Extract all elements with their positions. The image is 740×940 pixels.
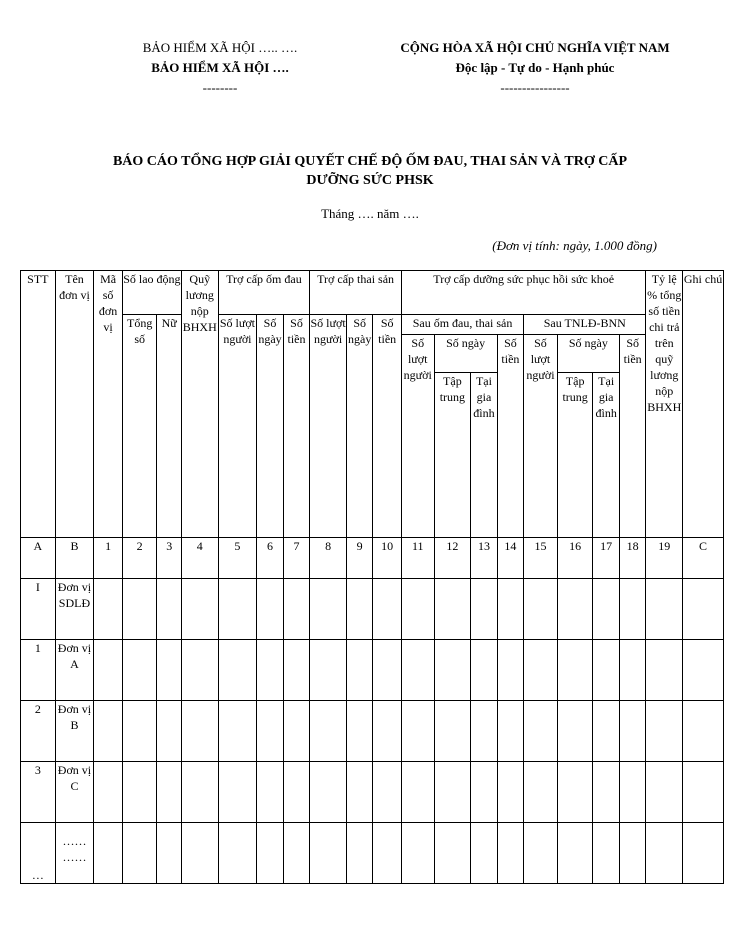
data-cell [257, 762, 283, 823]
data-cell [434, 823, 471, 884]
data-cell [471, 579, 497, 640]
data-cell [157, 579, 181, 640]
col-sick-amount-header: Số tiền [283, 315, 310, 538]
data-cell [157, 762, 181, 823]
data-cell [157, 701, 181, 762]
report-month: Tháng …. năm …. [321, 206, 419, 221]
data-cell [646, 640, 683, 701]
table-row [21, 579, 724, 640]
data-cell [181, 701, 218, 762]
data-cell [593, 701, 619, 762]
data-cell [94, 640, 123, 701]
data-cell [471, 640, 497, 701]
row-stt: 2 [21, 701, 56, 762]
col-sick-persons-header: Số lượt người [218, 315, 257, 538]
data-cell [218, 640, 257, 701]
agency-parent: BẢO HIỂM XÃ HỘI ….. …. [142, 40, 298, 55]
data-cell [683, 701, 724, 762]
colnum-19: 19 [646, 538, 683, 579]
data-cell [471, 762, 497, 823]
colnum-12: 12 [434, 538, 471, 579]
agency-header [100, 38, 340, 98]
data-cell [646, 762, 683, 823]
data-cell [310, 579, 347, 640]
data-cell [646, 579, 683, 640]
data-cell [524, 701, 558, 762]
data-cell [122, 762, 157, 823]
data-cell [218, 762, 257, 823]
data-cell [310, 762, 347, 823]
data-cell [218, 823, 257, 884]
data-cell [257, 823, 283, 884]
data-cell [373, 701, 402, 762]
col-ratio-header: Tỷ lệ % tổng số tiền chi trả trên quỹ lương nộp BHXH [646, 271, 683, 538]
data-cell [94, 701, 123, 762]
report-table [20, 270, 724, 884]
data-cell [471, 823, 497, 884]
row-stt: I [21, 579, 56, 640]
colnum-5: 5 [218, 538, 257, 579]
data-cell [218, 701, 257, 762]
data-cell [557, 762, 593, 823]
row-name: …… …… [55, 823, 94, 884]
data-cell [346, 579, 372, 640]
col-mat-persons-header: Số lượt người [310, 315, 347, 538]
data-cell [346, 640, 372, 701]
colnum-4: 4 [181, 538, 218, 579]
colnum-13: 13 [471, 538, 497, 579]
report-title [60, 152, 680, 190]
data-cell [619, 579, 645, 640]
colnum-6: 6 [257, 538, 283, 579]
data-cell [593, 762, 619, 823]
national-header [370, 38, 700, 98]
data-cell [524, 762, 558, 823]
data-cell [94, 762, 123, 823]
data-cell [401, 640, 434, 701]
colnum-a: A [21, 538, 56, 579]
data-cell [157, 640, 181, 701]
col-rec2-persons-header: Số lượt người [524, 335, 558, 538]
col-recovery-header: Trợ cấp dưỡng sức phục hồi sức khoẻ [401, 271, 645, 315]
data-cell [497, 823, 523, 884]
unit-note: (Đơn vị tính: ngày, 1.000 đồng) [492, 238, 657, 253]
colnum-9: 9 [346, 538, 372, 579]
data-cell [373, 579, 402, 640]
data-cell [593, 640, 619, 701]
col-rec1-days-header: Số ngày [434, 335, 497, 373]
col-name-header: Tên đơn vị [55, 271, 94, 538]
data-cell [683, 823, 724, 884]
col-maternity-header: Trợ cấp thai sản [310, 271, 402, 315]
data-cell [181, 762, 218, 823]
national-divider: ---------------- [500, 80, 570, 95]
col-rec1-amount-header: Số tiền [497, 335, 523, 538]
data-cell [557, 823, 593, 884]
data-cell [683, 640, 724, 701]
data-cell [401, 701, 434, 762]
data-cell [122, 823, 157, 884]
data-cell [181, 579, 218, 640]
data-cell [524, 640, 558, 701]
row-name: Đơn vị C [55, 762, 94, 823]
data-cell [283, 701, 310, 762]
data-cell [373, 823, 402, 884]
data-cell [283, 579, 310, 640]
col-female-header: Nữ [157, 315, 181, 538]
data-cell [257, 701, 283, 762]
colnum-10: 10 [373, 538, 402, 579]
national-motto: Độc lập - Tự do - Hạnh phúc [455, 60, 615, 75]
data-cell [619, 823, 645, 884]
colnum-15: 15 [524, 538, 558, 579]
col-mat-days-header: Số ngày [346, 315, 372, 538]
data-cell [94, 823, 123, 884]
col-total-header: Tổng số [122, 315, 157, 538]
data-cell [497, 579, 523, 640]
data-cell [257, 579, 283, 640]
data-cell [593, 579, 619, 640]
colnum-11: 11 [401, 538, 434, 579]
data-cell [497, 701, 523, 762]
col-wage-fund-header: Quỹ lương nộp BHXH [181, 271, 218, 538]
col-rec2-amount-header: Số tiền [619, 335, 645, 538]
colnum-17: 17 [593, 538, 619, 579]
data-cell [218, 579, 257, 640]
report-title-line2: DƯỠNG SỨC PHSK [306, 173, 434, 188]
data-cell [401, 823, 434, 884]
header-row-2 [21, 315, 724, 335]
data-cell [434, 579, 471, 640]
colnum-14: 14 [497, 538, 523, 579]
table-row [21, 823, 724, 884]
colnum-18: 18 [619, 538, 645, 579]
col-note-header: Ghi chú [683, 271, 724, 538]
colnum-2: 2 [122, 538, 157, 579]
colnum-16: 16 [557, 538, 593, 579]
data-cell [346, 762, 372, 823]
col-sickness-header: Trợ cấp ốm đau [218, 271, 310, 315]
col-after-sickness-header: Sau ốm đau, thai sản [401, 315, 523, 335]
data-cell [646, 701, 683, 762]
data-cell [593, 823, 619, 884]
data-cell [557, 701, 593, 762]
data-cell [283, 640, 310, 701]
colnum-c: C [683, 538, 724, 579]
data-cell [434, 701, 471, 762]
data-cell [181, 823, 218, 884]
col-rec1-persons-header: Số lượt người [401, 335, 434, 538]
table-row [21, 762, 724, 823]
colnum-b: B [55, 538, 94, 579]
report-title-line1: BÁO CÁO TỔNG HỢP GIẢI QUYẾT CHẾ ĐỘ ỐM ĐAU, THAI SẢN VÀ TRỢ CẤP [112, 154, 628, 169]
colnum-3: 3 [157, 538, 181, 579]
data-cell [557, 579, 593, 640]
column-number-row [21, 538, 724, 579]
row-name: Đơn vị A [55, 640, 94, 701]
data-cell [646, 823, 683, 884]
data-cell [310, 640, 347, 701]
data-cell [346, 823, 372, 884]
data-cell [619, 701, 645, 762]
data-cell [683, 762, 724, 823]
row-stt: 1 [21, 640, 56, 701]
col-mat-amount-header: Số tiền [373, 315, 402, 538]
header-row-1 [21, 271, 724, 315]
data-cell [346, 701, 372, 762]
data-cell [557, 640, 593, 701]
data-cell [471, 701, 497, 762]
row-stt: 3 [21, 762, 56, 823]
data-cell [524, 823, 558, 884]
data-cell [373, 640, 402, 701]
data-cell [94, 579, 123, 640]
col-rec1-central-header: Tập trung [434, 373, 471, 538]
col-rec1-home-header: Tại gia đình [471, 373, 497, 538]
data-cell [619, 640, 645, 701]
row-stt: … [21, 823, 56, 884]
colnum-1: 1 [94, 538, 123, 579]
national-title: CỘNG HÒA XÃ HỘI CHỦ NGHĨA VIỆT NAM [400, 40, 670, 55]
data-cell [434, 762, 471, 823]
col-rec2-days-header: Số ngày [557, 335, 619, 373]
data-cell [434, 640, 471, 701]
data-cell [373, 762, 402, 823]
data-cell [181, 640, 218, 701]
data-cell [524, 579, 558, 640]
col-rec2-central-header: Tập trung [557, 373, 593, 538]
data-cell [257, 640, 283, 701]
data-cell [310, 701, 347, 762]
data-cell [157, 823, 181, 884]
col-stt-header: STT [21, 271, 56, 538]
col-after-accident-header: Sau TNLĐ-BNN [524, 315, 646, 335]
agency-divider: -------- [202, 80, 238, 95]
data-cell [497, 640, 523, 701]
colnum-8: 8 [310, 538, 347, 579]
data-cell [310, 823, 347, 884]
data-cell [497, 762, 523, 823]
table-row [21, 640, 724, 701]
data-cell [122, 701, 157, 762]
data-cell [122, 640, 157, 701]
col-rec2-home-header: Tại gia đình [593, 373, 619, 538]
data-cell [683, 579, 724, 640]
col-labor-header: Số lao động [122, 271, 181, 315]
agency-name: BẢO HIỂM XÃ HỘI …. [151, 60, 289, 75]
table-row [21, 701, 724, 762]
row-name: Đơn vị SDLĐ [55, 579, 94, 640]
colnum-7: 7 [283, 538, 310, 579]
data-cell [619, 762, 645, 823]
row-name: Đơn vị B [55, 701, 94, 762]
data-cell [283, 823, 310, 884]
data-cell [283, 762, 310, 823]
data-cell [122, 579, 157, 640]
col-code-header: Mã số đơn vị [94, 271, 123, 538]
col-sick-days-header: Số ngày [257, 315, 283, 538]
data-cell [401, 579, 434, 640]
data-cell [401, 762, 434, 823]
